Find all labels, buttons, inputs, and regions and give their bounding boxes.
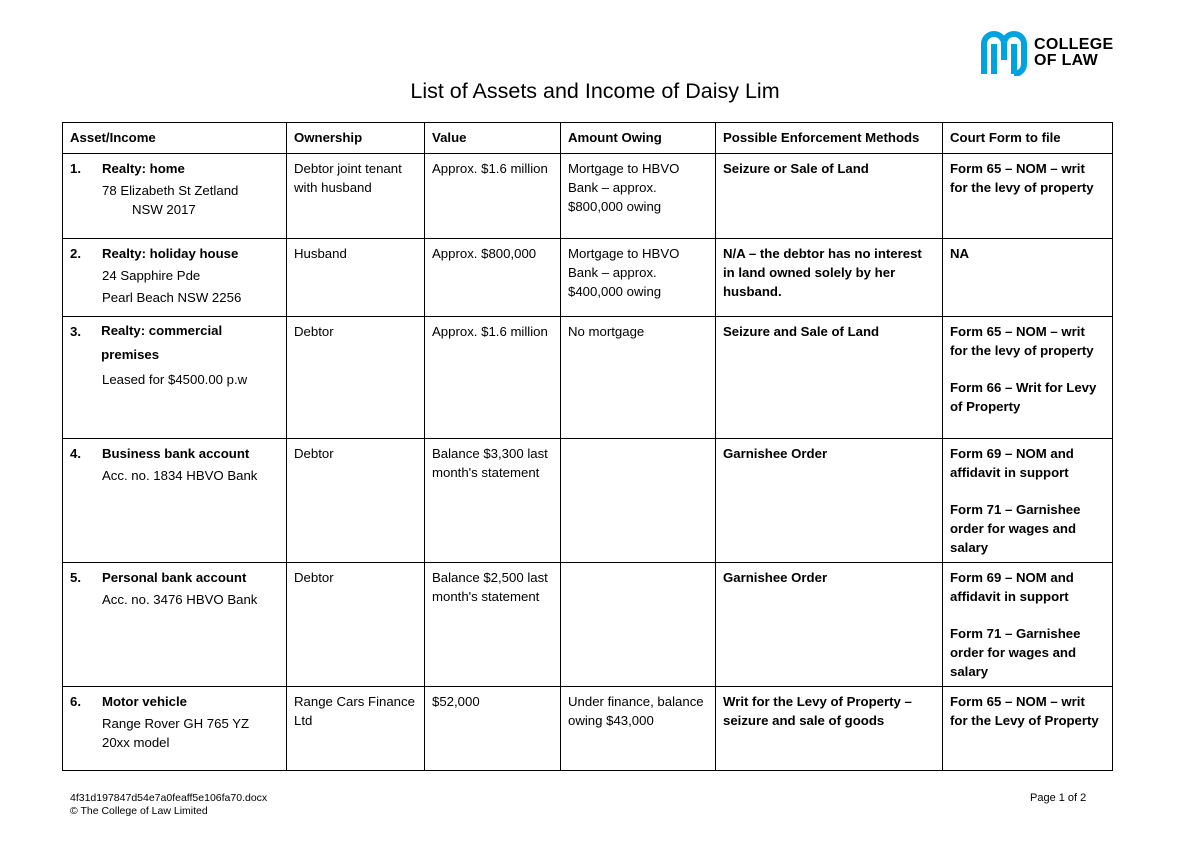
asset-detail: 78 Elizabeth St Zetland bbox=[102, 183, 239, 198]
header-amount-owing: Amount Owing bbox=[561, 123, 716, 154]
row-number: 1. bbox=[70, 161, 81, 176]
ownership-cell: Debtor joint tenant with husband bbox=[287, 154, 425, 239]
ownership-cell: Range Cars Finance Ltd bbox=[287, 687, 425, 771]
header-enforcement: Possible Enforcement Methods bbox=[716, 123, 943, 154]
row-number: 5. bbox=[70, 570, 81, 585]
footer-left bbox=[70, 792, 267, 818]
method-cell: Writ for the Levy of Property – seizure and sale of goods bbox=[716, 687, 943, 771]
value-cell: Balance $3,300 last month's statement bbox=[425, 439, 561, 563]
asset-detail: Acc. no. 1834 HBVO Bank bbox=[102, 468, 258, 483]
footer-filename: 4f31d197847d54e7a0feaff5e106fa70.docx bbox=[70, 792, 268, 804]
court-form: Form 65 – NOM – writ for the levy of property bbox=[950, 161, 1094, 195]
value-cell: Balance $2,500 last month's statement bbox=[425, 563, 561, 687]
ownership-cell: Debtor bbox=[287, 317, 425, 439]
owing-cell: Mortgage to HBVO Bank – approx. $800,000 owing bbox=[561, 154, 716, 239]
form-cell bbox=[943, 563, 1113, 687]
header-asset: Asset/Income bbox=[63, 123, 287, 154]
header-court-form: Court Form to file bbox=[943, 123, 1113, 154]
form-cell bbox=[943, 317, 1113, 439]
table-row bbox=[63, 439, 1113, 563]
logo-line-2: OF LAW bbox=[1034, 52, 1099, 69]
asset-cell bbox=[63, 154, 287, 239]
table-row bbox=[63, 317, 1113, 439]
owing-cell: Under finance, balance owing $43,000 bbox=[561, 687, 716, 771]
row-number: 3. bbox=[70, 324, 81, 339]
asset-detail: Acc. no. 3476 HBVO Bank bbox=[102, 592, 258, 607]
court-form: Form 69 – NOM and affidavit in support bbox=[950, 570, 1074, 604]
owing-cell bbox=[561, 563, 716, 687]
court-form: Form 65 – NOM – writ for the levy of property bbox=[950, 324, 1094, 358]
table-row bbox=[63, 563, 1113, 687]
court-form: Form 69 – NOM and affidavit in support bbox=[950, 446, 1074, 480]
college-logo-mark-icon bbox=[980, 30, 1028, 76]
form-cell bbox=[943, 154, 1113, 239]
header-value: Value bbox=[425, 123, 561, 154]
form-cell bbox=[943, 239, 1113, 317]
value-cell: Approx. $1.6 million bbox=[425, 154, 561, 239]
owing-cell bbox=[561, 439, 716, 563]
asset-cell bbox=[63, 317, 287, 439]
form-cell bbox=[943, 687, 1113, 771]
footer-copyright: © The College of Law Limited bbox=[70, 805, 208, 817]
row-number: 4. bbox=[70, 446, 81, 461]
row-number: 6. bbox=[70, 694, 81, 709]
court-form: Form 71 – Garnishee order for wages and salary bbox=[950, 626, 1081, 679]
asset-cell bbox=[63, 687, 287, 771]
row-number: 2. bbox=[70, 246, 81, 261]
asset-detail: 24 Sapphire Pde bbox=[102, 268, 201, 283]
form-cell bbox=[943, 439, 1113, 563]
page-number: Page 1 of 2 bbox=[1030, 792, 1087, 804]
assets-table bbox=[62, 122, 1113, 771]
asset-detail: NSW 2017 bbox=[132, 202, 196, 217]
logo-text bbox=[1034, 37, 1113, 69]
asset-cell bbox=[63, 439, 287, 563]
owing-cell: No mortgage bbox=[561, 317, 716, 439]
value-cell: $52,000 bbox=[425, 687, 561, 771]
court-form: Form 65 – NOM – writ for the Levy of Property bbox=[950, 694, 1099, 728]
ownership-cell: Debtor bbox=[287, 439, 425, 563]
asset-title: Realty: holiday house bbox=[102, 246, 239, 261]
header-ownership: Ownership bbox=[287, 123, 425, 154]
court-form: NA bbox=[950, 246, 970, 261]
asset-title: Realty: home bbox=[102, 161, 185, 176]
asset-title: Business bank account bbox=[102, 446, 250, 461]
method-cell: Garnishee Order bbox=[716, 563, 943, 687]
logo-line-1: COLLEGE bbox=[1034, 36, 1114, 53]
page-title: List of Assets and Income of Daisy Lim bbox=[410, 79, 780, 103]
ownership-cell: Debtor bbox=[287, 563, 425, 687]
asset-title: Realty: commercial premises bbox=[101, 323, 223, 362]
table-row bbox=[63, 239, 1113, 317]
court-form: Form 71 – Garnishee order for wages and salary bbox=[950, 502, 1081, 555]
asset-title: Motor vehicle bbox=[102, 694, 188, 709]
owing-cell: Mortgage to HBVO Bank – approx. $400,000 owing bbox=[561, 239, 716, 317]
table-header-row bbox=[63, 123, 1113, 154]
asset-cell bbox=[63, 239, 287, 317]
table-row bbox=[63, 687, 1113, 771]
court-form: Form 66 – Writ for Levy of Property bbox=[950, 380, 1097, 414]
method-cell: Garnishee Order bbox=[716, 439, 943, 563]
value-cell: Approx. $800,000 bbox=[425, 239, 561, 317]
table-row bbox=[63, 154, 1113, 239]
college-of-law-logo bbox=[980, 30, 1113, 76]
ownership-cell: Husband bbox=[287, 239, 425, 317]
method-cell: Seizure and Sale of Land bbox=[716, 317, 943, 439]
method-cell: N/A – the debtor has no interest in land owned solely by her husband. bbox=[716, 239, 943, 317]
value-cell: Approx. $1.6 million bbox=[425, 317, 561, 439]
asset-title: Personal bank account bbox=[102, 570, 247, 585]
asset-cell bbox=[63, 563, 287, 687]
asset-detail: Leased for $4500.00 p.w bbox=[102, 372, 248, 387]
asset-detail: Pearl Beach NSW 2256 bbox=[102, 290, 242, 305]
asset-detail: Range Rover GH 765 YZ 20xx model bbox=[102, 716, 250, 750]
method-cell: Seizure or Sale of Land bbox=[716, 154, 943, 239]
